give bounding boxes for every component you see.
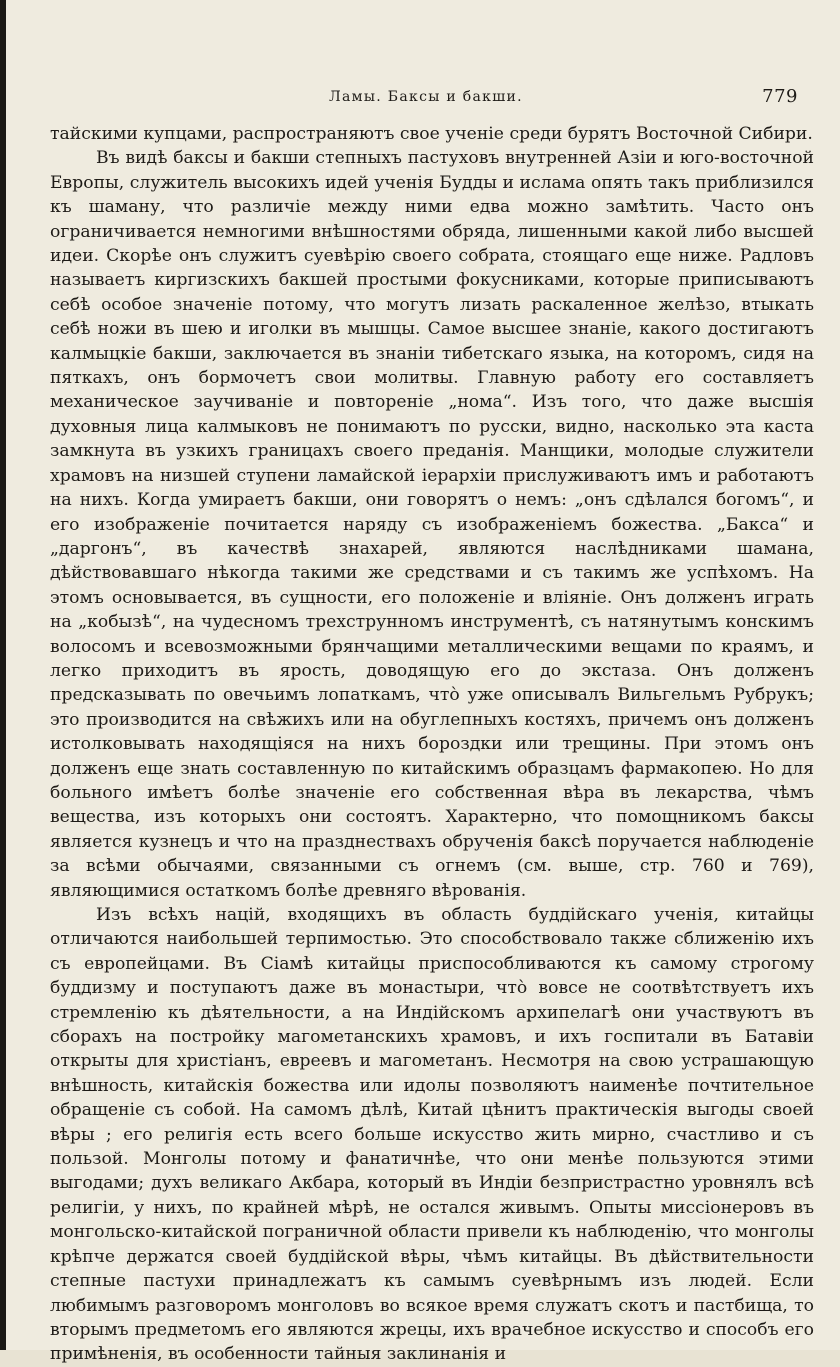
running-head: Ламы. Баксы и бакши. — [329, 89, 523, 105]
paragraph: Въ видѣ баксы и бакши степныхъ пастуховъ внутренней Азіи и юго-восточной Европы, служитель высокихъ идей ученія Будды и ислама опять такъ приблизился къ шаману, что различіе между ними едва можно замѣтить. Часто онъ ограничивается немногими внѣшностями обряда, лишенными какой либо высшей идеи. Скорѣе онъ служитъ суевѣрію своего собрата, стоящаго еще ниже. Радловъ называетъ киргизскихъ бакшей простыми фокусниками, которые приписываютъ себѣ особое значеніе потому, что могутъ лизать раскаленное желѣзо, втыкать себѣ ножи въ шею и иголки въ мышцы. Самое высшее знаніе, какого достигаютъ калмыцкіе бакши, заключается въ знаніи тибетскаго языка, на которомъ, сидя на пяткахъ, онъ бормочетъ свои молитвы. Главную работу его составляетъ механическое заучиваніе и повтореніе „нома“. Изъ того, что даже высшія духовныя лица калмыковъ не понимаютъ по русски, видно, насколько эта каста замкнута въ узкихъ границахъ своего преданія. Манщики, молодые служители храмовъ на низшей ступени ламайской іерархіи прислуживаютъ имъ и работаютъ на нихъ. Когда умираетъ бакши, они говорятъ о немъ: „онъ сдѣлался богомъ“, и его изображеніе почитается наряду съ изображеніемъ божества. „Бакса“ и „даргонъ“, въ качествѣ знахарей, являются наслѣдниками шамана, дѣйствовавшаго нѣкогда такими же средствами и съ такимъ же успѣхомъ. На этомъ основывается, въ сущности, его положеніе и вліяніе. Онъ долженъ играть на „кобызѣ“, на чудесномъ трехструнномъ инструментѣ, съ натянутымъ конскимъ волосомъ и всевозможными брянчащими металлическими вещами по краямъ, и легко приходитъ въ ярость, доводящую его до экстаза. Онъ долженъ предсказывать по овечьимъ лопаткамъ, что̀ уже описывалъ Вильгельмъ Рубрукъ; это производится на свѣжихъ или на обуглепныхъ костяхъ, причемъ онъ долженъ истолковывать находящіяся на нихъ бороздки или трещины. При этомъ онъ долженъ еще знать составленную по китайскимъ образцамъ фармакопею. Но для больного имѣетъ болѣе значеніе его собственная вѣра въ лекарства, чѣмъ вещества, изъ которыхъ они состоятъ. Характерно, что помощникомъ баксы является кузнецъ и что на празднествахъ обрученія баксѣ поручается наблюденіе за всѣми обычаями, связанными съ огнемъ (см. выше, стр. 760 и 769), являющимися остаткомъ болѣе древняго вѣрованія. — [50, 148, 814, 901]
body-text — [50, 122, 814, 1367]
paragraph: тайскими купцами, распространяютъ свое ученіе среди бурятъ Восточной Сибири. — [50, 124, 813, 144]
page-header — [54, 86, 798, 110]
page-number: 779 — [762, 86, 798, 107]
paragraph: Изъ всѣхъ націй, входящихъ въ область буддійскаго ученія, китайцы отличаются наибольшей терпимостью. Это способствовало также сближенію ихъ съ европейцами. Въ Сіамѣ китайцы приспособливаются къ самому строгому буддизму и поступаютъ даже въ монастыри, что̀ вовсе не соотвѣтствуетъ ихъ стремленію къ дѣятельности, а на Индійскомъ архипелагѣ они участвуютъ въ сборахъ на постройку магометанскихъ храмовъ, и ихъ госпитали въ Батавіи открыты для христіанъ, евреевъ и магометанъ. Несмотря на свою устрашающую внѣшность, китайскія божества или идолы позволяютъ наименѣе почтительное обращеніе съ собой. На самомъ дѣлѣ, Китай цѣнитъ практическія выгоды своей вѣры ; его религія есть всего больше искусство жить мирно, счастливо и съ пользой. Монголы потому и фанатичнѣе, что они менѣе пользуются этими выгодами; духъ великаго Акбара, который въ Индіи безпристрастно уровнялъ всѣ религіи, у нихъ, по крайней мѣрѣ, не остался живымъ. Опыты миссіонеровъ въ монгольско-китайской пограничной области привели къ наблюденію, что монголы крѣпче держатся своей буддійской вѣры, чѣмъ китайцы. Въ дѣйствительности степные пастухи принадлежатъ къ самымъ суевѣрнымъ изъ людей. Если любимымъ разговоромъ монголовъ во всякое время служатъ скотъ и пастбища, то вторымъ предметомъ его являются жрецы, ихъ врачебное искусство и способъ его примѣненія, въ особенности тайныя заклинанія и — [50, 905, 814, 1365]
book-page — [6, 0, 840, 1365]
